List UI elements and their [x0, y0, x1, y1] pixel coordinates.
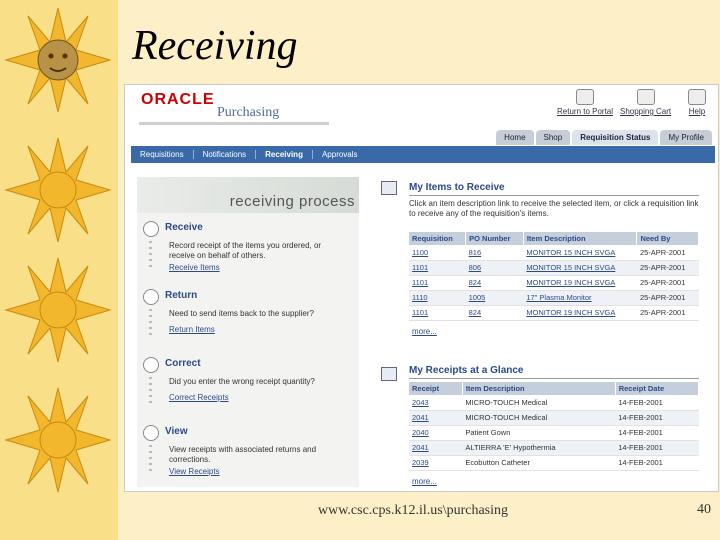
receipts-table: [409, 382, 699, 471]
receipt-link[interactable]: 2039: [412, 458, 429, 467]
col-need-by: Need By: [637, 232, 699, 245]
items-to-receive-icon: [381, 181, 397, 195]
receipt-item: MICRO-TOUCH Medical: [462, 395, 615, 410]
table-row: [409, 245, 699, 260]
help-link[interactable]: Help: [688, 89, 706, 116]
need-by: 25-APR-2001: [637, 260, 699, 275]
tab-home[interactable]: Home: [496, 130, 533, 145]
oracle-logo: ORACLE: [141, 91, 215, 108]
requisition-link[interactable]: 1101: [412, 263, 429, 272]
subnav-receiving[interactable]: Receiving: [256, 150, 313, 159]
table-row: [409, 410, 699, 425]
need-by: 25-APR-2001: [637, 245, 699, 260]
process-banner-text: receiving process: [229, 193, 355, 210]
subnav-notifications[interactable]: Notifications: [194, 150, 257, 159]
table-row: [409, 290, 699, 305]
step-circle-icon: [143, 221, 159, 237]
receive-items-link[interactable]: Receive Items: [169, 263, 220, 272]
logo-underline: [139, 122, 329, 125]
need-by: 25-APR-2001: [637, 275, 699, 290]
requisition-link[interactable]: 1100: [412, 247, 429, 257]
shopping-cart-link[interactable]: Shopping Cart: [620, 89, 671, 116]
step-desc: Need to send items back to the supplier?: [169, 309, 314, 318]
dots-divider: [149, 309, 152, 339]
tab-requisition-status[interactable]: Requisition Status: [572, 130, 658, 145]
item-link[interactable]: MONITOR 19 INCH SVGA: [526, 278, 616, 287]
table-row: [409, 440, 699, 455]
receipt-item: Ecobutton Catheter: [462, 455, 615, 470]
receipt-item: ALTIERRA 'E' Hypothermia: [462, 440, 615, 455]
step-view: [143, 425, 353, 487]
receipts-icon: [381, 367, 397, 381]
step-title: Receive: [165, 222, 203, 233]
process-banner: [137, 177, 359, 213]
receipt-date: 14-FEB-2001: [615, 410, 698, 425]
section-rule: [409, 195, 699, 196]
col-receipt-date: Receipt Date: [615, 382, 698, 395]
items-to-receive-title: My Items to Receive: [409, 182, 505, 193]
product-name: Purchasing: [217, 105, 280, 120]
section-rule: [409, 378, 699, 379]
receipt-link[interactable]: 2040: [412, 428, 429, 437]
col-requisition: Requisition: [409, 232, 466, 245]
step-circle-icon: [143, 425, 159, 441]
step-title: Return: [165, 290, 198, 301]
return-to-portal-link[interactable]: Return to Portal: [557, 89, 613, 116]
po-link[interactable]: 824: [468, 278, 482, 287]
need-by: 25-APR-2001: [637, 290, 699, 305]
item-link[interactable]: MONITOR 15 INCH SVGA: [526, 247, 616, 257]
receipt-item: MICRO-TOUCH Medical: [462, 410, 615, 425]
tab-my-profile[interactable]: My Profile: [660, 130, 712, 145]
receiving-process-panel: [137, 177, 359, 487]
po-link[interactable]: 1005: [468, 293, 486, 302]
receipt-date: 14-FEB-2001: [615, 425, 698, 440]
receipt-date: 14-FEB-2001: [615, 455, 698, 470]
receipt-date: 14-FEB-2001: [615, 440, 698, 455]
item-link[interactable]: MONITOR 15 INCH SVGA: [526, 263, 616, 272]
receipt-link[interactable]: 2041: [412, 413, 429, 422]
dots-divider: [149, 241, 152, 271]
requisition-link[interactable]: 1101: [412, 278, 429, 287]
table-row: [409, 395, 699, 410]
step-desc: View receipts with associated returns and corrections.: [169, 445, 317, 464]
portal-icon: [576, 89, 594, 105]
col-item-description: Item Description: [523, 232, 637, 245]
oracle-purchasing-screenshot: [124, 84, 719, 492]
table-row: [409, 275, 699, 290]
step-receive: [143, 221, 353, 283]
col-receipt: Receipt: [409, 382, 462, 395]
step-correct: [143, 357, 353, 419]
receipt-date: 14-FEB-2001: [615, 395, 698, 410]
step-desc: Did you enter the wrong receipt quantity?: [169, 377, 315, 386]
table-row: [409, 305, 699, 320]
receipts-title: My Receipts at a Glance: [409, 365, 524, 376]
subnav-approvals[interactable]: Approvals: [321, 150, 358, 159]
items-to-receive-table: [409, 232, 699, 321]
step-title: View: [165, 426, 188, 437]
return-items-link[interactable]: Return Items: [169, 325, 215, 334]
need-by: 25-APR-2001: [637, 305, 699, 320]
main-tabs: [496, 130, 712, 145]
po-link[interactable]: 816: [468, 247, 482, 257]
step-circle-icon: [143, 357, 159, 373]
item-link[interactable]: 17" Plasma Monitor: [526, 293, 592, 302]
requisition-link[interactable]: 1101: [412, 308, 429, 317]
help-icon: [688, 89, 706, 105]
step-desc: Record receipt of the items you ordered, or receive on behalf of others.: [169, 241, 322, 260]
receipt-link[interactable]: 2043: [412, 397, 429, 407]
step-return: [143, 289, 353, 351]
page-number: 40: [697, 502, 711, 517]
correct-receipts-link[interactable]: Correct Receipts: [169, 393, 229, 402]
footer-url: www.csc.cps.k12.il.us\purchasing: [318, 503, 509, 518]
requisition-link[interactable]: 1110: [412, 293, 428, 302]
col-item-description: Item Description: [462, 382, 615, 395]
subnav-requisitions[interactable]: Requisitions: [131, 150, 194, 159]
table-row: [409, 455, 699, 470]
tab-shop[interactable]: Shop: [536, 130, 571, 145]
receipt-item: Patient Gown: [462, 425, 615, 440]
dots-divider: [149, 377, 152, 407]
table-row: [409, 260, 699, 275]
receipts-more-link[interactable]: more...: [412, 477, 437, 486]
view-receipts-link[interactable]: View Receipts: [169, 467, 220, 476]
col-po-number: PO Number: [466, 232, 524, 245]
sun-decoration: [0, 0, 118, 540]
items-more-link[interactable]: more...: [412, 327, 437, 336]
po-link[interactable]: 824: [468, 308, 482, 317]
po-link[interactable]: 806: [468, 263, 482, 272]
items-to-receive-desc: Click an item description link to receive the selected item, or click a requisition link to receive any of the requisition's items.: [409, 199, 699, 218]
slide-title: Receiving: [132, 23, 298, 69]
receipt-link[interactable]: 2041: [412, 443, 429, 452]
table-row: [409, 425, 699, 440]
step-title: Correct: [165, 358, 201, 369]
item-link[interactable]: MONITOR 19 INCH SVGA: [526, 308, 616, 317]
sub-navigation: [131, 146, 715, 163]
cart-icon: [637, 89, 655, 105]
step-circle-icon: [143, 289, 159, 305]
dots-divider: [149, 445, 152, 475]
